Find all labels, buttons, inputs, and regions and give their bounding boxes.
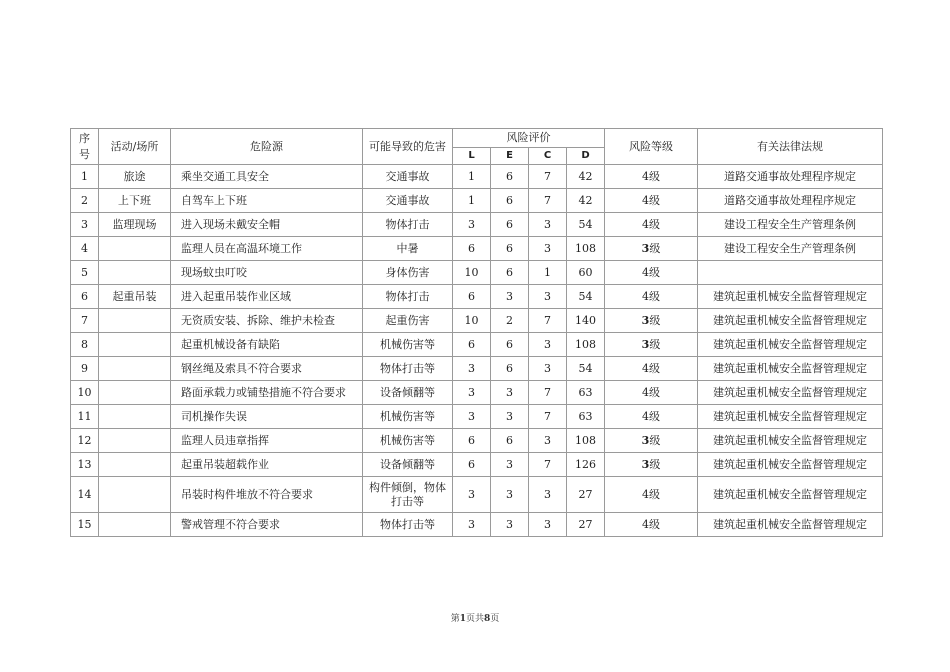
risk-level-number: 4 [642,409,649,423]
row-harm: 物体打击等 [363,357,453,381]
header-L: L [453,148,491,165]
table-row [71,189,883,213]
row-C: 3 [529,429,567,453]
row-hazard: 无资质安装、拆除、维护未检查 [171,309,363,333]
row-activity [99,381,171,405]
row-law [698,261,883,285]
row-L: 1 [453,165,491,189]
row-risk-level [605,165,698,189]
row-E: 6 [491,261,529,285]
table-row [71,405,883,429]
risk-level-unit: 级 [649,169,660,183]
row-harm: 构件倾倒，物体打击等 [363,477,453,513]
row-L: 3 [453,405,491,429]
row-activity: 上下班 [99,189,171,213]
row-harm: 设备倾翻等 [363,381,453,405]
row-risk-level [605,453,698,477]
header-seq: 序号 [71,129,99,165]
row-C: 7 [529,453,567,477]
row-C: 7 [529,189,567,213]
row-D: 42 [567,189,605,213]
header-harm: 可能导致的危害 [363,129,453,165]
row-L: 6 [453,285,491,309]
row-number: 14 [71,477,99,513]
header-law: 有关法律法规 [698,129,883,165]
row-risk-level [605,333,698,357]
risk-level-number: 4 [642,217,649,231]
table-row [71,285,883,309]
table-row [71,453,883,477]
row-harm: 交通事故 [363,165,453,189]
page-footer [0,611,950,624]
row-risk-level [605,309,698,333]
header-E: E [491,148,529,165]
row-E: 6 [491,213,529,237]
row-number: 12 [71,429,99,453]
row-hazard: 钢丝绳及索具不符合要求 [171,357,363,381]
table-row [71,333,883,357]
row-hazard: 进入现场未戴安全帽 [171,213,363,237]
row-L: 3 [453,213,491,237]
row-number: 6 [71,285,99,309]
risk-level-number: 4 [642,193,649,207]
risk-level-number: 3 [641,241,650,255]
row-harm: 机械伤害等 [363,333,453,357]
row-law: 建筑起重机械安全监督管理规定 [698,285,883,309]
row-C: 3 [529,477,567,513]
row-hazard: 监理人员在高温环境工作 [171,237,363,261]
risk-level-unit: 级 [649,193,660,207]
row-activity: 起重吊装 [99,285,171,309]
table-row [71,165,883,189]
row-harm: 身体伤害 [363,261,453,285]
row-C: 3 [529,237,567,261]
row-E: 6 [491,237,529,261]
row-L: 3 [453,357,491,381]
risk-level-number: 3 [641,313,650,327]
row-L: 3 [453,513,491,537]
row-C: 3 [529,213,567,237]
risk-level-number: 4 [642,361,649,375]
row-C: 3 [529,357,567,381]
table-row [71,213,883,237]
risk-level-unit: 级 [649,241,661,255]
row-D: 108 [567,237,605,261]
row-activity: 旅途 [99,165,171,189]
row-L: 6 [453,453,491,477]
row-C: 7 [529,165,567,189]
row-L: 6 [453,333,491,357]
header-level: 风险等级 [605,129,698,165]
row-D: 27 [567,513,605,537]
row-risk-level [605,213,698,237]
risk-level-number: 4 [642,517,649,531]
row-law: 道路交通事故处理程序规定 [698,189,883,213]
row-E: 6 [491,357,529,381]
row-law: 建筑起重机械安全监督管理规定 [698,405,883,429]
row-C: 3 [529,513,567,537]
row-hazard: 自驾车上下班 [171,189,363,213]
row-harm: 起重伤害 [363,309,453,333]
row-law: 建筑起重机械安全监督管理规定 [698,477,883,513]
risk-level-unit: 级 [649,517,660,531]
risk-level-number: 3 [641,457,650,471]
row-number: 15 [71,513,99,537]
row-number: 1 [71,165,99,189]
row-activity [99,237,171,261]
row-law: 建筑起重机械安全监督管理规定 [698,381,883,405]
row-law: 建筑起重机械安全监督管理规定 [698,429,883,453]
row-harm: 物体打击 [363,285,453,309]
row-C: 3 [529,285,567,309]
table-row [71,381,883,405]
row-risk-level [605,285,698,309]
row-E: 3 [491,477,529,513]
risk-level-number: 4 [642,487,649,501]
risk-level-unit: 级 [649,409,660,423]
row-hazard: 现场蚊虫叮咬 [171,261,363,285]
row-activity [99,513,171,537]
risk-level-unit: 级 [649,265,660,279]
row-D: 63 [567,381,605,405]
row-harm: 交通事故 [363,189,453,213]
table-row [71,261,883,285]
risk-level-number: 3 [641,337,650,351]
table-row [71,237,883,261]
row-risk-level [605,381,698,405]
risk-level-number: 4 [642,385,649,399]
footer-prefix: 第 [450,614,460,624]
row-risk-level [605,237,698,261]
row-C: 7 [529,309,567,333]
row-activity [99,453,171,477]
row-hazard: 警戒管理不符合要求 [171,513,363,537]
row-harm: 中暑 [363,237,453,261]
row-activity [99,429,171,453]
footer-middle: 页共 [465,614,484,624]
row-law: 建筑起重机械安全监督管理规定 [698,333,883,357]
row-C: 1 [529,261,567,285]
row-D: 63 [567,405,605,429]
row-number: 8 [71,333,99,357]
row-activity [99,261,171,285]
row-risk-level [605,477,698,513]
risk-level-number: 4 [642,169,649,183]
header-D: D [567,148,605,165]
row-risk-level [605,405,698,429]
row-hazard: 乘坐交通工具安全 [171,165,363,189]
header-activity: 活动/场所 [99,129,171,165]
row-risk-level [605,189,698,213]
row-D: 140 [567,309,605,333]
row-law: 建筑起重机械安全监督管理规定 [698,309,883,333]
row-harm: 物体打击等 [363,513,453,537]
row-law: 建设工程安全生产管理条例 [698,237,883,261]
row-law: 道路交通事故处理程序规定 [698,165,883,189]
risk-assessment-table [70,128,883,537]
risk-level-unit: 级 [649,217,660,231]
row-hazard: 路面承载力或铺垫措施不符合要求 [171,381,363,405]
row-E: 6 [491,189,529,213]
row-E: 2 [491,309,529,333]
row-law: 建筑起重机械安全监督管理规定 [698,513,883,537]
header-row [71,129,883,148]
row-activity [99,357,171,381]
row-L: 10 [453,309,491,333]
risk-level-number: 4 [642,289,649,303]
risk-level-unit: 级 [649,337,661,351]
table-row [71,477,883,513]
row-risk-level [605,513,698,537]
row-number: 7 [71,309,99,333]
row-activity [99,405,171,429]
row-hazard: 监理人员违章指挥 [171,429,363,453]
row-hazard: 司机操作失误 [171,405,363,429]
row-risk-level [605,357,698,381]
row-E: 3 [491,513,529,537]
row-D: 54 [567,213,605,237]
row-risk-level [605,261,698,285]
risk-level-unit: 级 [649,385,660,399]
row-D: 60 [567,261,605,285]
footer-suffix: 页 [490,614,500,624]
row-E: 3 [491,381,529,405]
row-D: 126 [567,453,605,477]
table-row [71,513,883,537]
row-number: 3 [71,213,99,237]
risk-level-number: 3 [641,433,650,447]
row-number: 4 [71,237,99,261]
row-D: 108 [567,429,605,453]
header-risk-eval: 风险评价 [453,129,605,148]
row-D: 108 [567,333,605,357]
row-law: 建筑起重机械安全监督管理规定 [698,357,883,381]
row-hazard: 起重机械设备有缺陷 [171,333,363,357]
table-row [71,357,883,381]
row-hazard: 吊装时构件堆放不符合要求 [171,477,363,513]
risk-level-unit: 级 [649,289,660,303]
table-row [71,309,883,333]
risk-level-number: 4 [642,265,649,279]
row-L: 3 [453,477,491,513]
row-D: 54 [567,285,605,309]
row-activity [99,333,171,357]
row-harm: 机械伤害等 [363,429,453,453]
row-risk-level [605,429,698,453]
row-E: 6 [491,165,529,189]
row-number: 2 [71,189,99,213]
row-number: 5 [71,261,99,285]
row-E: 3 [491,405,529,429]
table-row [71,429,883,453]
row-number: 13 [71,453,99,477]
row-harm: 物体打击 [363,213,453,237]
header-hazard: 危险源 [171,129,363,165]
row-L: 6 [453,237,491,261]
header-C: C [529,148,567,165]
row-number: 9 [71,357,99,381]
row-E: 3 [491,285,529,309]
row-D: 54 [567,357,605,381]
row-harm: 机械伤害等 [363,405,453,429]
risk-level-unit: 级 [649,361,660,375]
row-activity: 监理现场 [99,213,171,237]
row-L: 3 [453,381,491,405]
row-law: 建设工程安全生产管理条例 [698,213,883,237]
row-number: 11 [71,405,99,429]
risk-level-unit: 级 [649,457,661,471]
row-activity [99,309,171,333]
row-C: 7 [529,405,567,429]
row-D: 27 [567,477,605,513]
row-E: 3 [491,453,529,477]
risk-level-unit: 级 [649,433,661,447]
row-hazard: 进入起重吊装作业区域 [171,285,363,309]
row-harm: 设备倾翻等 [363,453,453,477]
row-hazard: 起重吊装超载作业 [171,453,363,477]
row-law: 建筑起重机械安全监督管理规定 [698,453,883,477]
row-activity [99,477,171,513]
risk-level-unit: 级 [649,313,661,327]
row-C: 7 [529,381,567,405]
footer-page-number: 1 [459,614,466,624]
row-E: 6 [491,429,529,453]
row-E: 6 [491,333,529,357]
row-L: 10 [453,261,491,285]
row-D: 42 [567,165,605,189]
risk-level-unit: 级 [649,487,660,501]
row-C: 3 [529,333,567,357]
footer-total-pages: 8 [484,614,491,624]
row-L: 6 [453,429,491,453]
row-number: 10 [71,381,99,405]
row-L: 1 [453,189,491,213]
